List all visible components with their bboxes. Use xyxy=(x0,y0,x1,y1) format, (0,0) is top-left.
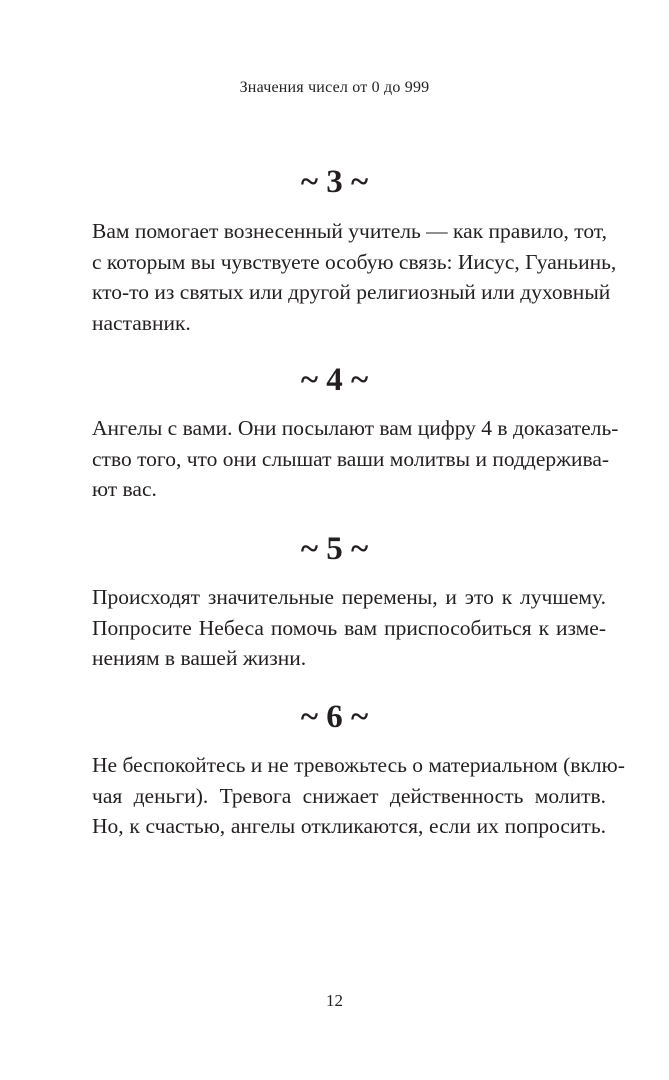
text-line: нениям в вашей жизни. xyxy=(92,646,307,670)
number-heading-5: ~ 5 ~ xyxy=(300,531,369,567)
entry-6-text xyxy=(92,750,625,842)
text-line: ют вас. xyxy=(92,477,157,501)
text-line: Но, к счастью, ангелы откликаются, если их попросить. xyxy=(92,814,606,838)
entry-4-text xyxy=(92,413,619,505)
paragraph xyxy=(92,413,619,505)
text-line: наставник. xyxy=(92,310,191,335)
text-line: кто-то из святых или другой религиозный или духовный xyxy=(92,280,611,304)
text-line: Происходят значительные перемены, и это к лучшему. xyxy=(92,585,606,609)
running-head: Значения чисел от 0 до 999 xyxy=(239,79,430,96)
text-line: с которым вы чувствуете особую связь: Иисус, Гуаньинь, xyxy=(92,249,617,274)
entry-5-text xyxy=(92,582,606,674)
text-line: Вам помогает вознесенный учитель — как правило, тот, xyxy=(92,219,607,243)
paragraph xyxy=(92,216,617,338)
number-heading-3: ~ 3 ~ xyxy=(300,164,369,200)
text-line: Не беспокойтесь и не тревожьтесь о материальном (вклю- xyxy=(92,753,625,777)
text-line: Ангелы с вами. Они посылают вам цифру 4 в доказатель- xyxy=(92,416,619,440)
text-line: чая деньги). Тревога снижает действенность молитв. xyxy=(92,783,606,808)
page-number: 12 xyxy=(326,991,343,1010)
text-line: ство того, что они слышат ваши молитвы и поддержива- xyxy=(92,446,610,471)
number-heading-6: ~ 6 ~ xyxy=(300,699,369,735)
paragraph xyxy=(92,750,625,842)
entry-3-text xyxy=(92,216,617,338)
paragraph xyxy=(92,582,606,674)
text-line: Попросите Небеса помочь вам приспособиться к изме- xyxy=(92,615,606,640)
number-heading-4: ~ 4 ~ xyxy=(300,362,369,398)
